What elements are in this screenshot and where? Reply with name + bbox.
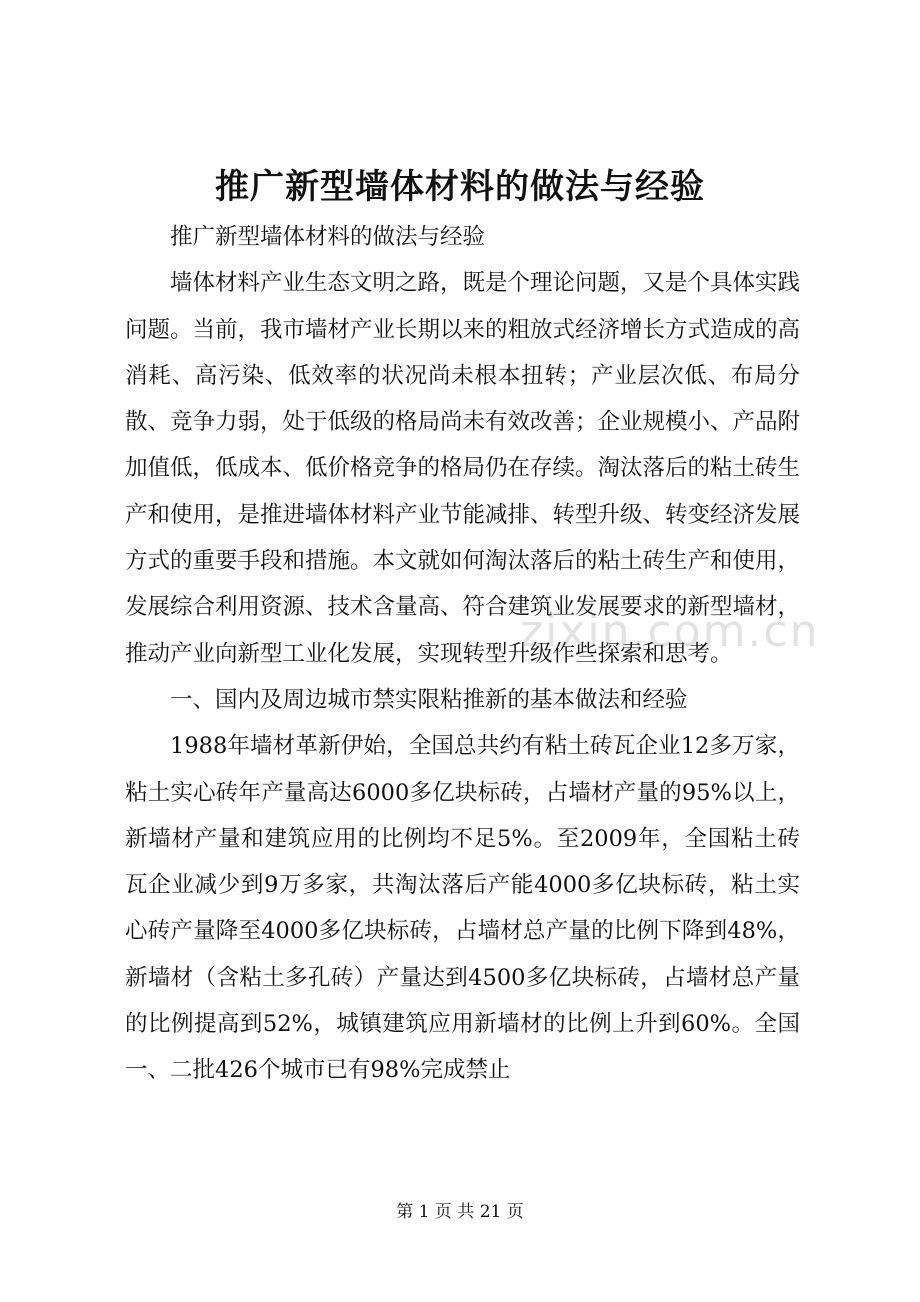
document-title: 推广新型墙体材料的做法与经验 xyxy=(215,167,705,207)
paragraph-section-heading: 一、国内及周边城市禁实限粘推新的基本做法和经验 xyxy=(170,686,688,713)
paragraph-history: 1988年墙材革新伊始，全国总共约有粘土砖瓦企业12多万家，粘土实心砖年产量高达6000多亿块标砖，占墙材产量的95%以上，新墙材产量和建筑应用的比例均不足5%。至2009年，全国粘土砖瓦企业减少到9万多家，共淘汰落后产能4000多亿块标砖，粘土实心砖产量降至4000多亿块标砖，占墙材总产量的比例下降到48%，新墙材（含粘土多孔砖）产量达到4500多亿块标砖，占墙材总产量的比例提高到52%，城镇建筑应用新墙材的比例上升到60%。全国一、二批426个城市已有98%完成禁止 xyxy=(125,733,800,1084)
paragraph-intro: 墙体材料产业生态文明之路，既是个理论问题，又是个具体实践问题。当前，我市墙材产业长期以来的粗放式经济增长方式造成的高消耗、高污染、低效率的状况尚未根本扭转；产业层次低、布局分散、竞争力弱，处于低级的格局尚未有效改善；企业规模小、产品附加值低，低成本、低价格竞争的格局仍在存续。淘汰落后的粘土砖生产和使用，是推进墙体材料产业节能减排、转型升级、转变经济发展方式的重要手段和措施。本文就如何淘汰落后的粘土砖生产和使用，发展综合利用资源、技术含量高、符合建筑业发展要求的新型墙材，推动产业向新型工业化发展，实现转型升级作些探索和思考。 xyxy=(125,270,801,667)
page-footer: 第 1 页 共 21 页 xyxy=(396,1202,524,1222)
paragraph-subtitle: 推广新型墙体材料的做法与经验 xyxy=(170,224,486,250)
watermark: zixin.com.cn xyxy=(520,606,820,657)
